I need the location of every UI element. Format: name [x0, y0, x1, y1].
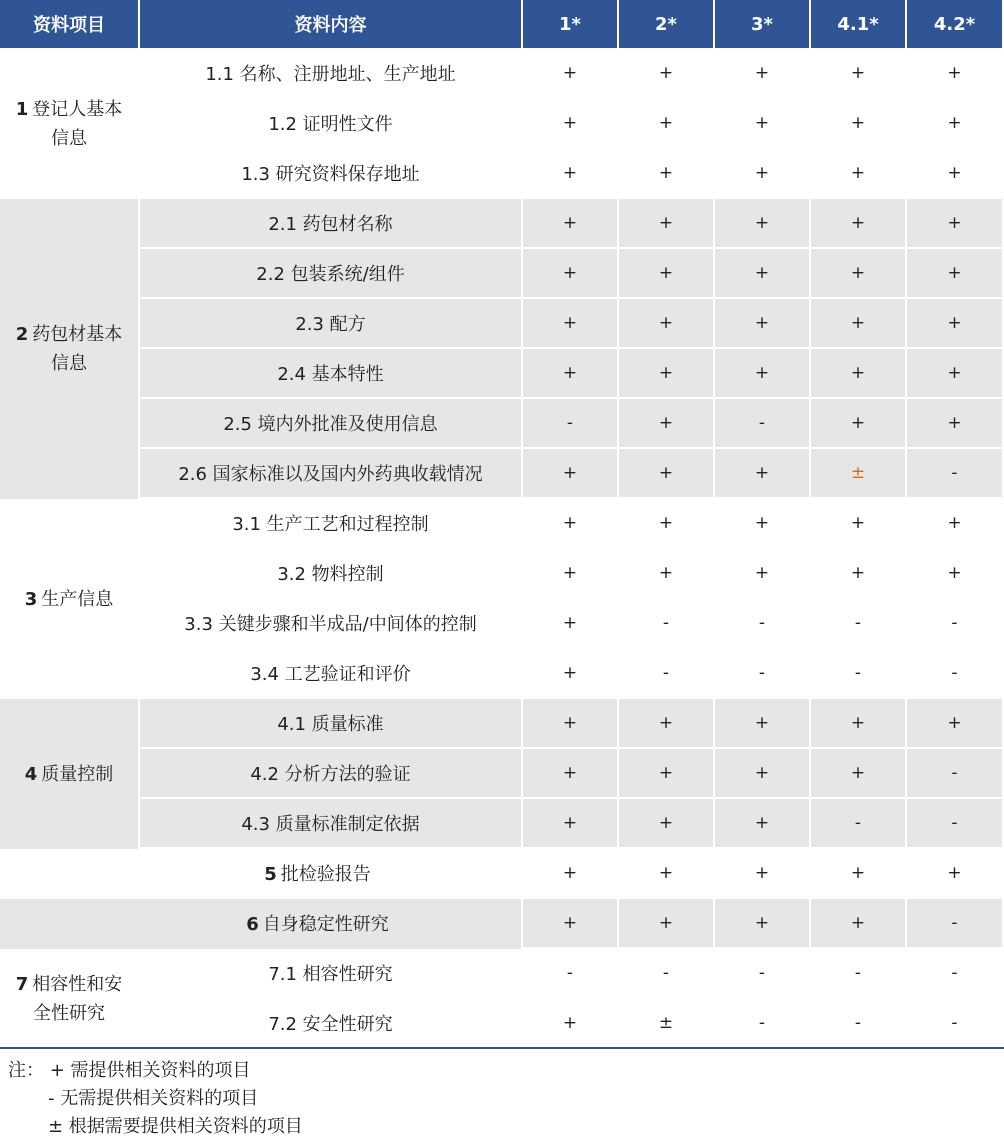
requirement-mark: + — [715, 199, 809, 247]
content-item: 3.3 关键步骤和半成品/中间体的控制 — [184, 614, 477, 635]
requirement-mark: - — [854, 613, 862, 633]
group-label — [0, 499, 138, 699]
requirement-mark: - — [758, 613, 766, 633]
requirement-mark: + — [658, 563, 674, 583]
requirement-mark: + — [619, 799, 713, 847]
header-cell: 4.1* — [811, 0, 905, 48]
content-item: 2.1 药包材名称 — [140, 199, 521, 247]
group-label-text: 批检验报告 — [280, 863, 371, 885]
requirement-mark: + — [523, 199, 617, 247]
note-text-3: ± 根据需要提供相关资料的项目 — [48, 1116, 303, 1137]
requirement-mark: + — [619, 449, 713, 497]
requirement-mark: + — [562, 613, 578, 633]
requirement-mark: - — [758, 963, 766, 983]
requirement-mark: + — [947, 63, 962, 83]
requirement-mark: + — [907, 349, 1002, 397]
requirement-mark: + — [523, 349, 617, 397]
requirement-mark: + — [850, 163, 866, 183]
group-label — [0, 949, 138, 1049]
requirement-mark: + — [754, 513, 770, 533]
requirement-mark: - — [951, 663, 958, 683]
requirement-mark: + — [754, 113, 770, 133]
requirement-mark: + — [619, 249, 713, 297]
requirement-mark: + — [715, 349, 809, 397]
requirement-mark: + — [715, 299, 809, 347]
group-label — [0, 899, 521, 949]
requirement-mark: + — [850, 63, 866, 83]
requirement-mark: + — [523, 799, 617, 847]
content-item: 2.6 国家标准以及国内外药典收载情况 — [140, 449, 521, 497]
requirement-mark: + — [562, 663, 578, 683]
content-item: 3.2 物料控制 — [277, 564, 384, 585]
group-number: 3 — [24, 588, 38, 610]
content-item: 3.1 生产工艺和过程控制 — [232, 514, 429, 535]
group-label — [0, 849, 521, 899]
requirement-mark: + — [658, 63, 674, 83]
requirement-mark: + — [850, 863, 866, 883]
requirement-mark: - — [907, 799, 1002, 847]
requirement-mark: + — [523, 899, 617, 947]
requirement-mark: + — [811, 199, 905, 247]
requirement-mark: + — [850, 563, 866, 583]
header-cell: 2* — [619, 0, 713, 48]
requirement-mark: + — [619, 299, 713, 347]
requirement-mark: + — [619, 349, 713, 397]
requirement-mark: - — [758, 1013, 766, 1033]
requirement-mark: + — [658, 863, 674, 883]
requirement-mark: + — [562, 113, 578, 133]
header-cell: 1* — [523, 0, 617, 48]
requirement-mark: + — [715, 249, 809, 297]
requirement-mark: + — [907, 699, 1002, 747]
requirement-mark: + — [947, 113, 962, 133]
requirement-mark: + — [907, 399, 1002, 447]
requirement-mark: + — [658, 113, 674, 133]
content-item: 1.3 研究资料保存地址 — [241, 164, 420, 185]
note-line-3 — [8, 1113, 303, 1141]
requirement-mark: + — [811, 349, 905, 397]
requirement-mark: + — [947, 563, 962, 583]
requirement-mark: - — [523, 399, 617, 447]
requirement-mark: ± — [658, 1013, 674, 1033]
requirement-mark: + — [811, 399, 905, 447]
note-text-2: - 无需提供相关资料的项目 — [48, 1088, 259, 1109]
requirement-mark: - — [907, 449, 1002, 497]
content-item: 1.2 证明性文件 — [268, 114, 393, 135]
requirement-mark: + — [658, 513, 674, 533]
requirement-mark: + — [754, 163, 770, 183]
requirement-mark: + — [562, 563, 578, 583]
note-line-1 — [8, 1057, 303, 1085]
requirement-mark: - — [811, 799, 905, 847]
header-cell: 资料项目 — [0, 0, 138, 48]
group-label-text: 相容性和安全性研究 — [32, 974, 123, 1024]
table-bottom-rule — [0, 1047, 1004, 1049]
group-label-text: 登记人基本信息 — [32, 99, 123, 149]
header-cell: 4.2* — [907, 0, 1002, 48]
group-label — [0, 199, 138, 499]
group-number: 4 — [24, 763, 38, 785]
note-text-1: + 需提供相关资料的项目 — [49, 1060, 251, 1081]
requirement-mark: + — [754, 863, 770, 883]
requirement-mark: + — [754, 563, 770, 583]
requirement-mark: + — [907, 249, 1002, 297]
requirement-mark: - — [907, 899, 1002, 947]
content-item: 7.1 相容性研究 — [268, 964, 393, 985]
content-item: 2.2 包装系统/组件 — [140, 249, 521, 297]
requirement-mark: + — [715, 899, 809, 947]
requirement-mark: + — [562, 163, 578, 183]
requirement-mark: + — [562, 1013, 578, 1033]
requirement-mark: + — [562, 63, 578, 83]
requirement-mark: - — [715, 399, 809, 447]
requirement-mark: + — [658, 163, 674, 183]
requirement-mark: - — [951, 963, 958, 983]
content-item: 3.4 工艺验证和评价 — [250, 664, 411, 685]
requirement-mark: + — [715, 799, 809, 847]
requirement-mark: + — [947, 863, 962, 883]
group-label-text: 质量控制 — [41, 763, 114, 785]
content-item: 7.2 安全性研究 — [268, 1014, 393, 1035]
requirement-mark: + — [907, 299, 1002, 347]
requirement-mark: + — [907, 199, 1002, 247]
content-item: 4.3 质量标准制定依据 — [140, 799, 521, 847]
requirement-mark: + — [811, 899, 905, 947]
requirement-mark: - — [907, 749, 1002, 797]
requirement-mark: + — [562, 513, 578, 533]
content-item: 1.1 名称、注册地址、生产地址 — [205, 64, 456, 85]
requirement-mark: + — [619, 899, 713, 947]
requirement-mark: + — [619, 199, 713, 247]
requirement-mark: - — [854, 663, 862, 683]
requirement-mark: + — [715, 749, 809, 797]
requirement-mark: - — [951, 613, 958, 633]
requirement-mark: + — [947, 513, 962, 533]
requirement-mark: + — [523, 299, 617, 347]
requirement-mark: + — [562, 863, 578, 883]
content-item: 2.3 配方 — [140, 299, 521, 347]
group-label-text: 药包材基本信息 — [32, 324, 123, 374]
requirement-mark: - — [662, 663, 670, 683]
requirement-mark: + — [811, 749, 905, 797]
group-number: 5 — [264, 863, 277, 885]
requirement-mark: + — [947, 163, 962, 183]
content-item: 4.1 质量标准 — [140, 699, 521, 747]
requirement-mark: + — [754, 63, 770, 83]
group-number: 7 — [15, 974, 29, 995]
requirement-mark: + — [715, 699, 809, 747]
requirement-mark: - — [758, 663, 766, 683]
requirement-mark: - — [662, 613, 670, 633]
requirement-mark: - — [662, 963, 670, 983]
requirement-mark: + — [523, 749, 617, 797]
group-number: 6 — [246, 913, 259, 935]
requirement-mark: - — [566, 963, 574, 983]
requirement-mark: ± — [811, 449, 905, 497]
requirement-mark: + — [523, 699, 617, 747]
requirement-mark: + — [619, 399, 713, 447]
requirement-mark: + — [523, 449, 617, 497]
content-item: 4.2 分析方法的验证 — [140, 749, 521, 797]
note-prefix: 注： — [8, 1060, 44, 1081]
notes — [8, 1057, 303, 1141]
requirement-mark: + — [619, 749, 713, 797]
content-item: 2.4 基本特性 — [140, 349, 521, 397]
requirement-mark: - — [854, 1013, 862, 1033]
requirement-mark: + — [850, 513, 866, 533]
requirement-mark: - — [854, 963, 862, 983]
note-line-2 — [8, 1085, 303, 1113]
content-item: 2.5 境内外批准及使用信息 — [140, 399, 521, 447]
group-label-text: 自身稳定性研究 — [262, 913, 389, 935]
group-label — [0, 699, 138, 849]
group-label-text: 生产信息 — [41, 588, 114, 610]
header-cell: 3* — [715, 0, 809, 48]
requirement-mark: + — [811, 299, 905, 347]
requirement-mark: + — [619, 699, 713, 747]
requirement-mark: + — [523, 249, 617, 297]
requirement-mark: + — [850, 113, 866, 133]
requirement-mark: + — [811, 249, 905, 297]
group-number: 1 — [15, 99, 29, 120]
requirement-mark: + — [811, 699, 905, 747]
requirement-mark: + — [715, 449, 809, 497]
requirement-mark: - — [951, 1013, 958, 1033]
header-cell: 资料内容 — [140, 0, 521, 48]
group-label — [0, 49, 138, 199]
group-number: 2 — [15, 324, 29, 345]
